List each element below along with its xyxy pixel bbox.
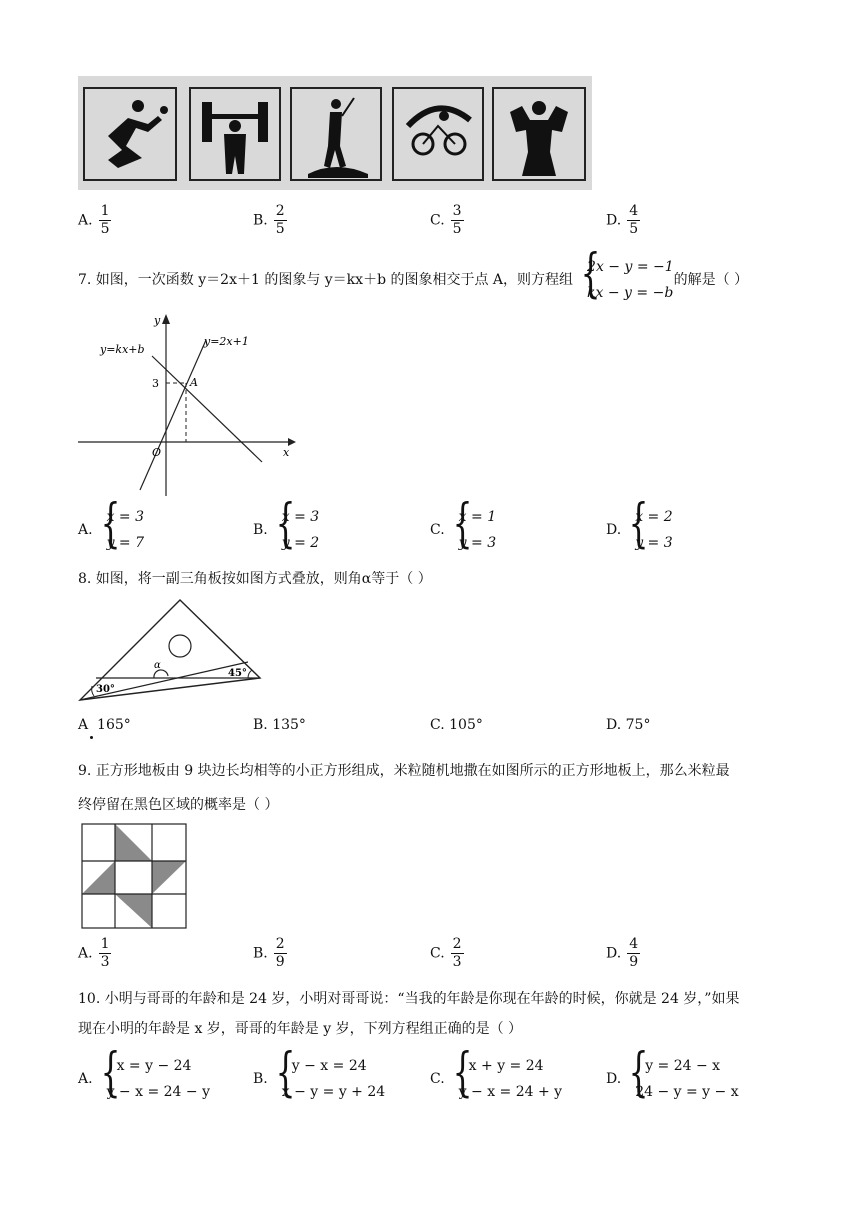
fraction	[99, 936, 112, 971]
option-letter: C.	[430, 945, 445, 962]
equation-row: { x + y = 24	[468, 1058, 544, 1074]
q8-triangle-figure	[76, 598, 266, 704]
line-kx-plus-b	[152, 356, 262, 462]
denominator: 5	[100, 221, 110, 237]
equation-row: { y = 24 − x	[645, 1058, 721, 1074]
option-letter: A.	[78, 1071, 93, 1087]
equation-row: y = 3	[458, 535, 497, 551]
q8-option-a[interactable]	[78, 717, 131, 733]
q7-text: 7. 如图，一次函数 y＝2x＋1 的图象与 y＝kx＋b 的图象相交于点 A，则方程组	[78, 272, 574, 288]
shaded-triangle-top	[115, 824, 152, 861]
shaded-triangle-left	[82, 861, 115, 894]
denominator: 3	[100, 954, 110, 970]
q10-option-d[interactable]	[606, 1053, 739, 1105]
equation-row: { x = 3	[281, 509, 320, 525]
option-letter: C.	[430, 717, 445, 733]
q7-option-d[interactable]	[606, 504, 673, 556]
fraction	[627, 936, 640, 971]
label-x: x	[283, 446, 290, 459]
q7-text-after: 的解是（ ）	[673, 272, 749, 288]
option-value: 165°	[97, 717, 131, 733]
numerator: 1	[100, 203, 110, 219]
label-y-kx-b: y=kx+b	[100, 343, 145, 356]
triangle-hole	[169, 635, 191, 657]
numerator: 2	[275, 203, 285, 219]
stray-dot	[90, 736, 93, 739]
weightlifting-icon	[202, 102, 268, 174]
q7-system	[577, 254, 674, 306]
angle45-arc	[248, 670, 252, 678]
numerator: 4	[629, 203, 639, 219]
q9-stem-line2: 终停留在黑色区域的概率是（ ）	[78, 797, 279, 813]
shaded-triangle-right	[152, 861, 186, 894]
equation-row: { x = 2	[635, 509, 673, 525]
q8-stem: 8. 如图，将一副三角板按如图方式叠放，则角α等于（ ）	[78, 571, 432, 587]
fraction	[99, 203, 112, 238]
denominator: 3	[452, 954, 462, 970]
equation-row: y − x = 24 − y	[106, 1084, 210, 1100]
q9-option-a[interactable]	[78, 936, 111, 971]
q7-option-a[interactable]	[78, 504, 144, 556]
label-y-2x-1: y=2x+1	[204, 335, 249, 348]
label-45-degree: 45°	[228, 668, 247, 679]
shaded-triangle-bottom	[115, 894, 152, 928]
option-system	[625, 504, 672, 556]
q8-option-d[interactable]	[606, 717, 650, 733]
equation-row: y = 7	[106, 535, 145, 551]
option-letter: B.	[253, 522, 268, 538]
cycling-icon	[408, 108, 470, 154]
option-value: 75°	[625, 717, 651, 733]
option-letter: A	[78, 717, 89, 733]
option-letter: B.	[253, 212, 268, 229]
q9-option-d[interactable]	[606, 936, 640, 971]
denominator: 9	[629, 954, 639, 970]
golf-icon	[308, 98, 368, 178]
numerator: 2	[452, 936, 462, 952]
denominator: 5	[452, 221, 462, 237]
equation-row: y = 3	[635, 535, 673, 551]
option-letter: B.	[253, 717, 268, 733]
q8-option-c[interactable]	[430, 717, 483, 733]
q10-option-a[interactable]	[78, 1053, 210, 1105]
q10-option-b[interactable]	[253, 1053, 385, 1105]
q7-option-c[interactable]	[430, 504, 496, 556]
q6-option-b[interactable]	[253, 203, 287, 238]
equation-row: kx − y = −b	[587, 285, 674, 301]
option-letter: D.	[606, 717, 622, 733]
option-letter: A.	[78, 522, 93, 538]
q9-tile-grid-figure	[78, 820, 190, 932]
option-system	[449, 504, 496, 556]
q6-option-d[interactable]	[606, 203, 640, 238]
x-axis-arrow	[288, 438, 296, 446]
label-origin: O	[152, 446, 162, 459]
q8-option-b[interactable]	[253, 717, 306, 733]
equation-row: 24 − y = y − x	[635, 1084, 739, 1100]
q10-stem-line1: 10. 小明与哥哥的年龄和是 24 岁，小明对哥哥说：“当我的年龄是你现在年龄的时候，你就是 24 岁，”如果	[78, 991, 740, 1007]
numerator: 1	[100, 936, 110, 952]
label-30-degree: 30°	[96, 684, 115, 695]
numerator: 3	[452, 203, 462, 219]
denominator: 5	[629, 221, 639, 237]
equation-row: { 2x − y = −1	[587, 259, 674, 275]
handball-icon	[108, 100, 168, 168]
option-letter: B.	[253, 1071, 268, 1087]
label-alpha: α	[154, 660, 161, 671]
option-letter: A.	[78, 212, 93, 229]
option-system	[625, 1053, 738, 1105]
q9-option-b[interactable]	[253, 936, 287, 971]
denominator: 9	[275, 954, 285, 970]
equation-row: { y − x = 24	[291, 1058, 367, 1074]
numerator: 2	[275, 936, 285, 952]
q10-option-c[interactable]	[430, 1053, 562, 1105]
option-system	[272, 504, 319, 556]
option-system	[97, 504, 144, 556]
equation-row: y = 2	[281, 535, 320, 551]
option-letter: C.	[430, 522, 445, 538]
option-system	[272, 1053, 385, 1105]
equation-row: { x = y − 24	[116, 1058, 192, 1074]
numerator: 4	[629, 936, 639, 952]
label-point-a: A	[190, 376, 198, 389]
denominator: 5	[275, 221, 285, 237]
q7-stem	[78, 254, 748, 306]
fraction	[274, 936, 287, 971]
option-letter: D.	[606, 945, 622, 962]
q9-stem-line1: 9. 正方形地板由 9 块边长均相等的小正方形组成，米粒随机地撒在如图所示的正方形地板上，那么米粒最	[78, 763, 730, 779]
sports-pictogram-strip	[78, 76, 592, 190]
option-system	[97, 1053, 210, 1105]
option-letter: C.	[430, 1071, 445, 1087]
q9-option-c[interactable]	[430, 936, 464, 971]
line-2x-plus-1	[140, 340, 206, 490]
equation-row: x − y = y + 24	[281, 1084, 386, 1100]
q6-option-a[interactable]	[78, 203, 111, 238]
q7-graph-figure	[78, 312, 298, 498]
fraction	[274, 203, 287, 238]
q7-option-b[interactable]	[253, 504, 319, 556]
q10-stem-line2: 现在小明的年龄是 x 岁，哥哥的年龄是 y 岁，下列方程组正确的是（ ）	[78, 1021, 523, 1037]
option-letter: C.	[430, 212, 445, 229]
option-value: 135°	[272, 717, 306, 733]
equation-row: y − x = 24 + y	[458, 1084, 563, 1100]
bodybuilding-icon	[510, 101, 568, 176]
fraction	[627, 203, 640, 238]
option-letter: D.	[606, 522, 622, 538]
equation-row: { x = 3	[106, 509, 144, 525]
option-letter: A.	[78, 945, 93, 962]
option-system	[449, 1053, 562, 1105]
q6-option-c[interactable]	[430, 203, 464, 238]
option-letter: D.	[606, 212, 622, 229]
fraction	[451, 936, 464, 971]
option-letter: B.	[253, 945, 268, 962]
equation-row: { x = 1	[458, 509, 497, 525]
option-letter: D.	[606, 1071, 622, 1087]
label-y: y	[154, 314, 161, 327]
fraction	[451, 203, 464, 238]
y-axis-arrow	[162, 314, 170, 324]
label-3: 3	[152, 377, 159, 390]
alpha-arc	[154, 670, 168, 678]
option-value: 105°	[449, 717, 483, 733]
